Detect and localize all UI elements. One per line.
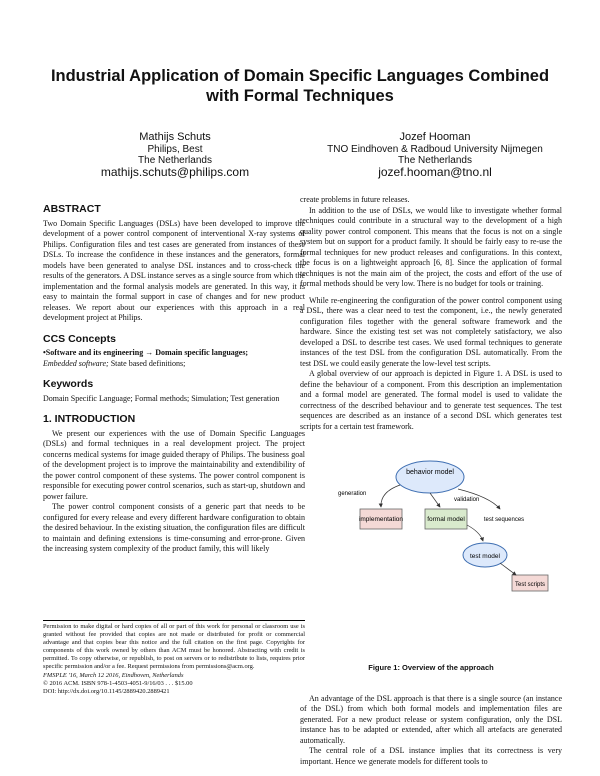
right-paragraph-5: The central role of a DSL instance implies that its correctness is very important. Hence we generate models for different tools to [300, 746, 562, 766]
copyright-notice [43, 620, 305, 696]
doi-line[interactable]: DOI: http://dx.doi.org/10.1145/2889420.2889421 [43, 688, 170, 696]
keywords-text: Domain Specific Language; Formal methods; Simulation; Test generation [43, 393, 280, 403]
ccs-concepts [43, 348, 305, 369]
ccs-bold: •Software and its engineering → Domain specific languages; [43, 348, 249, 357]
author-block-1 [40, 131, 310, 179]
permission-text: Permission to make digital or hard copies of all or part of this work for personal or classroom use is granted without fee provided that copies are not made or distributed for profit or commercial advantage and that copies bear this notice and the full citation on the first page. Copyrights for components of this work owned by others than ACM must be honored. Abstracting with credit is permitted. To copy otherwise, or republish, to post on servers or to redistribute to lists, requires prior specific permission and/or a fee. Request permissions from permissions@acm.org. [43, 623, 305, 670]
figure-caption: Figure 1: Overview of the approach [368, 663, 494, 672]
right-paragraph-4: An advantage of the DSL approach is that there is a single source (an instance of the DSL) from which both formal models and implementation files are generated. For a new product release or system configuration, only the DSL instance has to be adapted or extended, after which all artefacts are generated automatically. [300, 693, 562, 745]
behavior-model-node [396, 461, 464, 493]
generation-label: generation [338, 491, 367, 497]
introduction-heading: 1. INTRODUCTION [43, 413, 136, 425]
implementation-label: implementation [358, 516, 404, 523]
right-column [300, 195, 562, 767]
conference-line: FMSPLE '16, March 12 2016, Eindhoven, Netherlands [43, 672, 184, 680]
abstract-text: Two Domain Specific Languages (DSLs) have been developed to improve the development of a power control component of interventional X-ray systems of Philips. Configuration files and test cases are generated from instances of these DSLs. To increase the confidence in these instances and the generators, formal models have been generated to analyse DSL instances and to cross-check the results of the generators. A DSL instance serves as a single source from which the implementation and the formal analysis models are generated. In this way, it is easy to maintain the formal support in case of changes and for new product releases. We report about our experiences with this approach in a real development project at Philips. [43, 218, 305, 322]
validation-label: validation [454, 497, 480, 503]
author-email[interactable]: mathijs.schuts@philips.com [100, 165, 250, 179]
ccs-rest: State based definitions; [108, 358, 186, 368]
right-paragraph-1: In addition to the use of DSLs, we would like to investigate whether formal techniques could contribute in a structural way to the development of a high quality power control component. This means that the focus is not on a single system but on support for a product family. It should be fairly easy to re-use the formal techniques for new product releases and configurations. In this context, the focus is on a lightweight approach [6, 8]. Since the application of formal techniques is not the main aim of the project, the costs and effort of the use of formal methods should be very low. There is no budget for tools or training. [300, 205, 562, 288]
formal-model-label: formal model [427, 516, 465, 523]
model-arrow [430, 493, 440, 507]
approach-diagram [300, 437, 562, 663]
sequence-arrow [467, 525, 483, 541]
intro-paragraph-2: The power control component consists of a generic part that needs to be configured for every release and every different hardware configuration to obtain the desired behaviour. In the existing situation, the configuration files are difficult to maintain and defining extensions is time-consuming and error-prone. Given the increasing system complexity of the product family, this will likely [43, 502, 305, 553]
right-paragraph-3: A global overview of our approach is depicted in Figure 1. A DSL is used to define the behaviour of a component. From this description an implementation and a formal model are generated. The formal model is used to validate the correctness of the described behaviour and to generate test sequences. The test sequences are described as an instance of a second DSL which generates test scripts for a certain test framework. [300, 369, 562, 431]
author-name: Jozef Hooman [399, 131, 471, 143]
ccs-heading: CCS Concepts [43, 332, 116, 345]
keywords-heading: Keywords [43, 378, 94, 390]
right-paragraph-0: create problems in future releases. [300, 195, 410, 204]
isbn-line: © 2016 ACM. ISBN 978-1-4503-4051-9/16/03 . . . $15.00 [43, 680, 193, 688]
author-affiliation: TNO Eindhoven & Radboud University Nijmegen [327, 144, 543, 155]
author-affiliation: Philips, Best [147, 144, 203, 155]
generation-arrow [381, 485, 400, 507]
left-column [43, 204, 305, 555]
author-block-2 [290, 131, 580, 179]
author-country: The Netherlands [398, 155, 472, 166]
author-email[interactable]: jozef.hooman@tno.nl [378, 165, 492, 179]
intro-paragraph-1: We present our experiences with the use of Domain Specific Languages (DSLs) and formal techniques in a real development project. The project concerns medical systems for image guided therapy of Philips. The business goal of the development project is to improve the maintainability and extendibility of the power control component of these systems. The power control component is responsible for executing power control scenarios, such as start-up, shutdown and power failure. [43, 428, 305, 501]
ccs-italic: Embedded software; [43, 358, 109, 368]
test-scripts-label: Test scripts [514, 582, 546, 588]
test-sequences-label: test sequences [483, 517, 525, 523]
abstract-heading: ABSTRACT [43, 203, 101, 215]
paper-title: Industrial Application of Domain Specific Languages Combined with Formal Techniques [50, 67, 550, 105]
figure-1 [300, 437, 562, 663]
author-name: Mathijs Schuts [139, 131, 211, 143]
test-model-label: test model [470, 553, 500, 560]
right-paragraph-2: While re-engineering the configuration of the power control component using a DSL, there was a clear need to test the component, i.e., the newly generated configuration files together with the general software framework and the hardware. Since the existing test set was not completely satisfactory, we also developed a DSL to describe test cases. We used formal techniques to generate instances of the test DSL from the configuration DSL automatically. From the test DSL we could easily generate the low-level test scripts. [300, 295, 562, 368]
behavior-model-label: behavior model [406, 469, 454, 476]
author-country: The Netherlands [138, 155, 212, 166]
script-arrow [500, 563, 516, 575]
